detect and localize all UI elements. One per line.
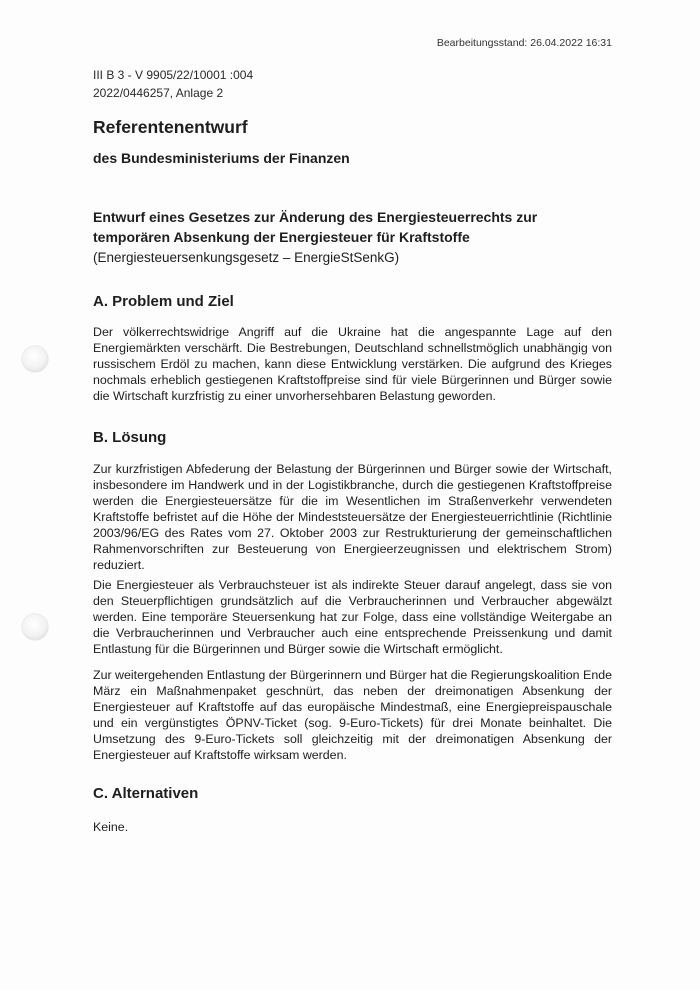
section-paragraph: Der völkerrechtswidrige Angriff auf die Ukraine hat die angespannte Lage auf den Energiemärkten verschärft. Die Bestrebungen, Deutschland schnellstmöglich unabhängig von russischem Erdöl zu machen, kann diese Entwicklung verstärken. Die aufgrund des Krieges nochmals erheblich gestiegenen Kraftstoffpreise sind für viele Bürgerinnen und Bürger sowie die Wirtschaft kurzfristig zu einer unvorhersehbaren Belastung geworden.	[93, 325, 612, 403]
punch-hole-icon	[22, 346, 48, 372]
section-paragraph: Keine.	[93, 820, 129, 834]
reference-attachment: 2022/0446257, Anlage 2	[93, 86, 224, 100]
law-short-title: (Energiesteuersenkungsgesetz – EnergieStSenkG)	[93, 250, 400, 265]
status-stamp: Bearbeitungsstand: 26.04.2022 16:31	[436, 37, 612, 49]
section-heading-problem: A. Problem und Ziel	[93, 293, 234, 310]
law-title: Entwurf eines Gesetzes zur Änderung des Energiesteuerrechts zur temporären Absenkung der Energiesteuer für Kraftstoffe	[93, 209, 538, 245]
section-paragraph: Zur kurzfristigen Abfederung der Belastung der Bürgerinnen und Bürger sowie der Wirtschaft, insbesondere im Handwerk und in der Logistikbranche, durch die gestiegenen Kraftstoffpreise werden die Energiesteuersätze für die im Wesentlichen im Straßenverkehr verwendeten Kraftstoffe befristet auf die Höhe der Mindeststeuersätze der Energiesteuerrichtlinie (Richtlinie 2003/96/EG des Rates vom 27. Oktober 2003 zur Restrukturierung der gemeinschaftlichen Rahmenvorschriften zur Besteuerung von Energieerzeugnissen und elektrischem Strom) reduziert.	[93, 462, 612, 572]
page-title: Referentenentwurf	[93, 117, 248, 137]
section-paragraph: Die Energiesteuer als Verbrauchsteuer ist als indirekte Steuer darauf angelegt, dass sie von den Steuerpflichtigen grundsätzlich auf die Verbraucherinnen und Verbraucher abgewälzt werden. Eine temporäre Steuersenkung hat zur Folge, dass eine vollständige Weitergabe an die Verbraucherinnen und Verbraucher auch eine entsprechende Preissenkung und damit Entlastung für die Bürgerinnen und Bürger sowie die Wirtschaft ermöglicht.	[93, 578, 612, 656]
section-paragraph: Zur weitergehenden Entlastung der Bürgerinnern und Bürger hat die Regierungskoalition Ende März ein Maßnahmenpaket geschnürt, das neben der dreimonatigen Absenkung der Energiesteuer auf Kraftstoffe auf das europäische Mindestmaß, eine Energiepreispauschale und ein vergünstigtes ÖPNV-Ticket (sog. 9-Euro-Tickets) für drei Monate beinhaltet. Die Umsetzung des 9-Euro-Tickets soll gleichzeitig mit der dreimonatigen Absenkung der Energiesteuer auf Kraftstoffe wirksam werden.	[93, 668, 612, 762]
reference-number: III B 3 - V 9905/22/10001 :004	[93, 68, 254, 82]
section-heading-alternatives: C. Alternativen	[93, 785, 199, 802]
reference-block	[93, 66, 253, 102]
page-subtitle: des Bundesministeriums der Finanzen	[93, 150, 350, 166]
section-heading-solution: B. Lösung	[93, 429, 167, 446]
punch-hole-icon	[22, 614, 48, 640]
